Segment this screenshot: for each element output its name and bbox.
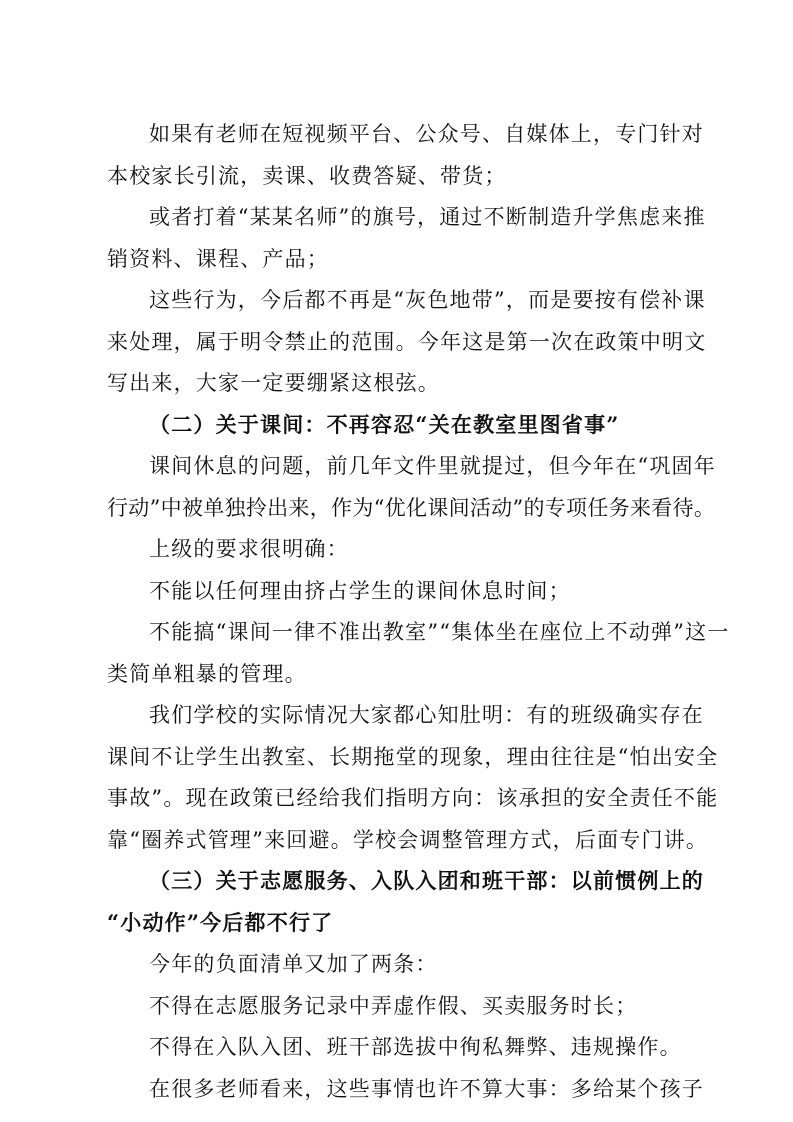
paragraph-line: 不能以任何理由挤占学生的课间休息时间； xyxy=(149,579,571,603)
paragraph-line: 或者打着“某某名师”的旗号，通过不断制造升学焦虑来推 xyxy=(149,205,706,229)
paragraph-line: 靠“圈养式管理”来回避。学校会调整管理方式，后面专门讲。 xyxy=(107,828,709,852)
section-heading: （二）关于课间：不再容忍“关在教室里图省事” xyxy=(149,412,620,437)
paragraph-line: 事故”。现在政策已经给我们指明方向：该承担的安全责任不能 xyxy=(107,786,719,810)
paragraph-line: 本校家长引流，卖课、收费答疑、带货； xyxy=(107,164,507,188)
paragraph-line: 类简单粗暴的管理。 xyxy=(107,662,307,686)
paragraph-line: 今年的负面清单又加了两条： xyxy=(149,952,438,976)
paragraph-line: 课间休息的问题，前几年文件里就提过，但今年在“巩固年 xyxy=(149,454,716,478)
paragraph-line: 不能搞“课间一律不准出教室”“集体坐在座位上不动弹”这一 xyxy=(149,620,730,644)
paragraph-line: 这些行为，今后都不再是“灰色地带”，而是要按有偿补课 xyxy=(149,288,706,312)
paragraph-line: 我们学校的实际情况大家都心知肚明：有的班级确实存在 xyxy=(149,703,704,727)
paragraph-line: 来处理，属于明令禁止的范围。今年这是第一次在政策中明文 xyxy=(107,330,707,354)
paragraph-line: 不得在入队入团、班干部选拔中徇私舞弊、违规操作。 xyxy=(149,1035,682,1059)
paragraph-line: 写出来，大家一定要绷紧这根弦。 xyxy=(107,371,440,395)
paragraph-line: 销资料、课程、产品； xyxy=(107,247,329,271)
paragraph-line: 行动”中被单独拎出来，作为“优化课间活动”的专项任务来看待。 xyxy=(107,496,716,520)
paragraph-line: 如果有老师在短视频平台、公众号、自媒体上，专门针对 xyxy=(149,122,704,146)
paragraph-line: 课间不让学生出教室、长期拖堂的现象，理由往往是“怕出安全 xyxy=(107,745,719,769)
section-heading-continued: “小动作”今后都不行了 xyxy=(107,910,334,935)
paragraph-line: 不得在志愿服务记录中弄虚作假、买卖服务时长； xyxy=(149,994,638,1018)
section-heading: （三）关于志愿服务、入队入团和班干部：以前惯例上的 xyxy=(149,868,704,893)
paragraph-line: 在很多老师看来，这些事情也许不算大事：多给某个孩子 xyxy=(149,1077,704,1101)
paragraph-line: 上级的要求很明确： xyxy=(149,537,349,561)
